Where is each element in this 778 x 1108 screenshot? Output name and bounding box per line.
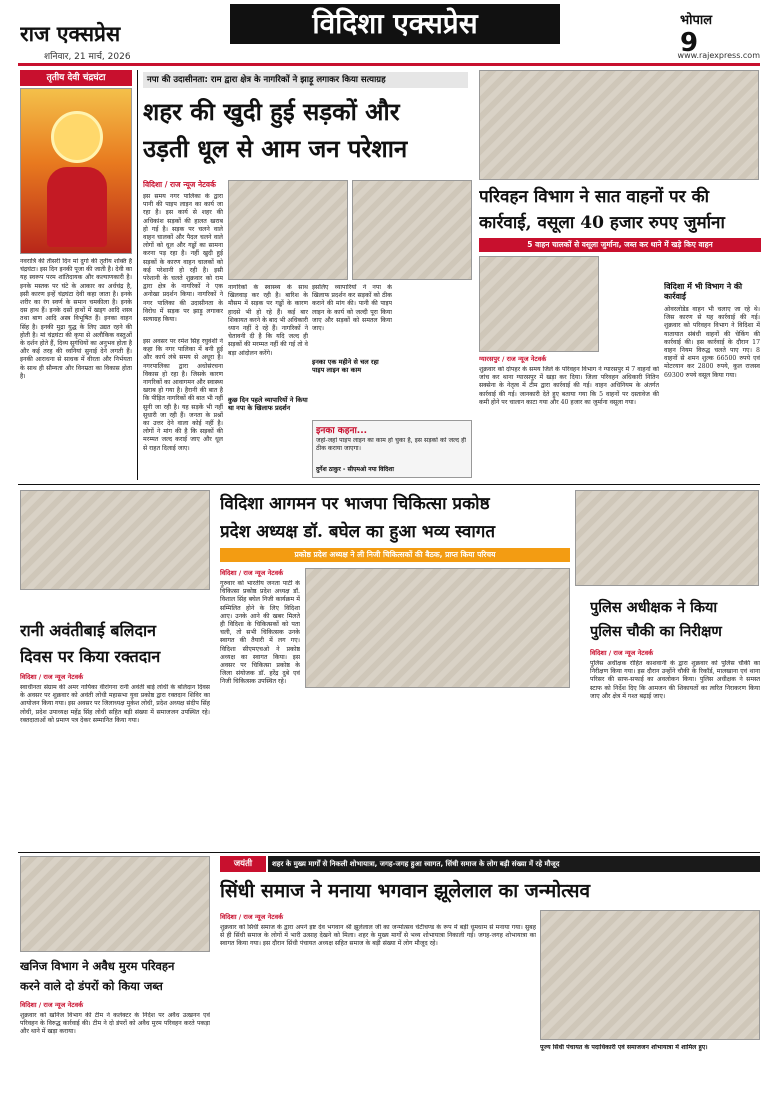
lead-headline-line1: शहर की खुदी हुई सड़कों और [143,97,400,126]
transport-photo-2 [479,256,599,352]
bjp-right-photo [575,490,759,586]
bjp-strap: प्रकोष्ठ प्रदेश अध्यक्ष ने ली निजी चिकित्सकों की बैठक, प्राप्त किया परिचय [220,548,570,562]
lead-col4: इसलिए व्यापारियों ने नपा के खिलाफ प्रदर्शन कर सड़कों को ठीक कराने की मांग की। पानी की पाइप लाइन के कार्य को जल्दी पूरा किया जाए और सड़कों को समतल किया जाए। [312,284,392,333]
rani-headline-line2: दिवस पर किया रक्तदान [20,647,161,666]
jhulelal-caption: पूज्य सिंधी पंचायत के पदाधिकारी एवं समाजजन शोभायात्रा में शामिल हुए। [540,1044,708,1051]
sidebar-title: तृतीय देवी चंद्रघंटा [20,70,132,86]
bjp-text: गुरुवार को भारतीय जनता पार्टी के चिकित्सा प्रकोष्ठ प्रदेश अध्यक्ष डॉ. विशाल सिंह बघेल निजी कार्यक्रम में सम्मिलित होने के लिए विदिशा आए। उनके आने की खबर मिलते ही विदिशा के चिकित्सकों को पता चली, तो सभी चिकित्सक उनके स्वागत की तैयारी में लग गए। विदिशा सीएमएचओ ने प्रकोष्ठ अध्यक्ष का स्वागत किया। इस अवसर पर चिकित्सा प्रकोष्ठ के जिला संयोजक डॉ. हरेंद्र दुबे एवं निजी चिकित्सक उपस्थित रहे। [220,580,300,686]
lead-headline-line2: उड़ती धूल से आम जन परेशान [143,134,408,163]
quote-title: इनका कहना... [316,426,368,435]
section-rule-2 [18,852,760,853]
bjp-byline: विदिशा / राज न्यूज नेटवर्क [220,569,284,577]
lead-subhead: कुछ दिन पहले व्यापारियों ने किया था नपा के खिलाफ प्रदर्शन [228,396,308,412]
bjp-group-photo [305,568,570,688]
masthead-rule [18,63,760,66]
sidebar-divider [137,70,138,480]
lead-col1: इस समय नगर पालिका के द्वारा पानी की पाइप लाइन का कार्य जा रहा है। इस कार्य से शहर की अधिकांश सड़कों की हालत खराब हो गई है। सड़क पर चलने वाले वाहन चालकों और पैदल चलने वाले लोगों को धूल और गड्ढों का सामना करना पड़ रहा है। नहीं खुदी हुई सड़कों के कारण वाहन चालकों को कई परेशानी हो रही है। इसी परेशानी के चलते शुक्रवार को राम द्वारा क्षेत्र के नागरिकों ने एक अनोखा प्रदर्शन किया। नागरिकों ने नगर पालिका की उदासीनता के विरोध में सड़क पर झाड़ू लगाकर सत्याग्रह किया। [143,193,223,324]
masthead-left-title: राज एक्सप्रेस [20,21,121,46]
transport-strap: 5 वाहन चालकों से वसूला जुर्माना, जब्त कर थाने में खड़े किए वाहन [479,238,761,252]
jhulelal-text: शुक्रवार को सिंधी समाज के द्वारा अपने इष्ट देव भगवान श्री झूलेलाल जी का जन्मोत्सव चेटीचण्ड के रूप में बड़ी धूमधाम से मनाया गया। सुबह से ही सिंधी समाज के लोगों में भारी उत्साह देखने को मिला। शहर के मुख्य मार्गों से भव्य शोभायात्रा निकाली गई। जगह-जगह शोभायात्रा का स्वागत किया गया। इस दौरान सिंधी पंचायत अध्यक्ष सहित समाज के बड़ी संख्या में लोग मौजूद रहे। [220,924,536,948]
bjp-headline-line1: विदिशा आगमन पर भाजपा चिकित्सा प्रकोष्ठ [220,494,490,514]
masthead-center-title: विदिशा एक्सप्रेस [230,4,560,44]
lead-subhead2: इनका एक महीने से चल रहा पाइप लाइन का काम [312,358,379,374]
quote-author: दुर्गेश ठाकुर - सीएमओ नपा विदिशा [316,466,394,473]
lead-col3: नागरिकों के स्वास्थ्य के साथ खिलवाड़ कर रही है। बारिश के मौसम में सड़क पर गड्ढों के कारण हादसे भी हो रहे हैं। कई बार शिकायत करने के बाद भी अधिकारी ध्यान नहीं दे रहे हैं। नागरिकों ने चेतावनी दी है कि यदि जल्द ही सड़कों की मरम्मत नहीं की गई तो वे बड़ा आंदोलन करेंगे। [228,284,308,357]
masthead-website: www.rajexpress.com [677,51,760,60]
transport-headline-line1: परिवहन विभाग ने सात वाहनों पर की [479,187,710,207]
lead-kicker: नपा की उदासीनता: राम द्वारा क्षेत्र के नागरिकों ने झाड़ू लगाकर किया सत्याग्रह [143,72,468,88]
mining-byline: विदिशा / राज न्यूज नेटवर्क [20,1001,84,1009]
bjp-left-photo [20,490,210,590]
masthead-date: शनिवार, 21 मार्च, 2026 [44,52,131,61]
mining-headline-line1: खनिज विभाग ने अवैध मुरम परिवहन [20,959,175,973]
transport-side-text: ओवरलोडेड वाहन भी चलाए जा रहे थे। जिस कारण से यह कार्रवाई की गई। शुक्रवार को परिवहन विभाग ने विदिशा में यातायात संबंधी वाहनों की चेकिंग की कार्रवाई की। इस कार्रवाई के दौरान 17 वाहन नियम विरुद्ध चलते पाए गए। 8 वाहनों से शमन शुल्क 66500 रुपये एवं मोटरयान कर 2800 रुपये, कुल राजस्व 69300 रुपये वसूल किया गया। [664,306,760,379]
lead-photo-side [352,180,472,280]
mining-headline-line2: करने वाले दो डंपरों को किया जब्त [20,979,163,993]
quote-text: जहां-जहां पाइप लाइन का काम हो चुका है, इस सड़कों को जल्द ही ठीक कराया जाएगा। [316,437,466,453]
lead-col2: इस अवसर पर रमेश सिंह रघुवंशी ने कहा कि नगर पालिका में बनी हुई और कार्य लंबे समय से अधूरा है। नगरपालिका द्वारा अधोसंरचना विकास हो रहा है। जिसके कारण नागरिकों का आवागमन और स्वास्थ्य खराब हो गया है। हैरानी की बात है कि पीड़ित नागरिकों की बात भी नहीं सुनी जा रही है। यह सड़कें भी नहीं सुधारी जा रही हैं। जनता के प्रश्नों का उत्तर देने वाला कोई नहीं है। लोगों ने मांग की है कि सड़कों की मरम्मत जल्द कराई जाए और धूल से राहत दिलाई जाए। [143,338,223,452]
transport-byline: ग्यारसपुर / राज न्यूज नेटवर्क [479,355,547,363]
rani-headline-line1: रानी अवंतीबाई बलिदान [20,621,157,640]
transport-subhead: विदिशा में भी विभाग ने की कार्रवाई [664,282,743,301]
mining-text: शुक्रवार को खनिज विभाग की टीम ने कलेक्टर के निर्देश पर अवैध उत्खनन एवं परिवहन के विरुद्ध कार्रवाई की। टीम ने दो डंपरों को अवैध मुरम परिवहन करते पकड़ा और थाने में खड़ा कराया। [20,1012,210,1036]
lead-photo-main [228,180,348,280]
police-text: पुलिस अधीक्षक रोहित काशवानी के द्वारा शुक्रवार को पुलिस चौकी का निरीक्षण किया गया। इस दौरान उन्होंने चौकी के रिकॉर्ड, मालखाना एवं थाना परिसर की साफ-सफाई का अवलोकन किया। पुलिस अधीक्षक ने समस्त स्टाफ को निर्देश दिए कि आमजन की शिकायतों का त्वरित निराकरण किया जाए और क्षेत्र में गश्त बढ़ाई जाए। [590,660,760,700]
masthead-city: भोपाल [680,13,713,28]
rani-byline: विदिशा / राज न्यूज नेटवर्क [20,673,84,681]
transport-text: शुक्रवार को दोपहर के समय जिले के परिवहन विभाग ने ग्यारसपुर में 7 वाहनों को जांच कर थाना ग्यारसपुर में खड़ा कर दिया। जिला परिवहन अधिकारी नितिन सक्सेना के नेतृत्व में टीम द्वारा कार्रवाई की गई। वाहन अधिनियम के अंतर्गत कार्रवाई की गई। जानकारी देते हुए बताया गया कि 5 वाहनों पर दस्तावेज की कमी होने पर चालान काटा गया और 40 हजार का जुर्माना वसूला गया। [479,366,659,406]
jhulelal-photo [540,910,760,1040]
mining-photo [20,856,210,952]
jhulelal-byline: विदिशा / राज न्यूज नेटवर्क [220,913,284,921]
transport-photo [479,70,759,180]
jayanti-tag: जयंती [220,856,266,872]
bjp-headline-line2: प्रदेश अध्यक्ष डॉ. बघेल का हुआ भव्य स्वागत [220,522,496,542]
police-byline: विदिशा / राज न्यूज नेटवर्क [590,649,654,657]
section-rule-1 [18,484,760,485]
page-number: 9 [680,28,699,56]
sidebar-text: नवरात्रि की तीसरी दिन मां दुर्गा की तृतीय शक्ति है चंद्रघंटा। इस दिन इनकी पूजा की जाती है। देवी का यह स्वरूप परम शांतिदायक और कल्याणकारी है। इनके मस्तक पर घंटे के आकार का अर्धचंद्र है, इसी कारण इन्हें चंद्रघंटा देवी कहा जाता है। इनके शरीर का रंग स्वर्ण के समान चमकीला है। इनके दस हाथ हैं। इनके दसों हाथों में खड्ग आदि शस्त्र तथा बाण आदि अस्त्र विभूषित हैं। इनका वाहन सिंह है। इनकी मुद्रा युद्ध के लिए उद्यत रहने की होती है। मां चंद्रघंटा की कृपा से अलौकिक वस्तुओं के दर्शन होते हैं, दिव्य सुगंधियों का अनुभव होता है और कई तरह की ध्वनियां सुनाई देने लगती हैं। इनकी आराधना से साधक में वीरता और निर्भयता के साथ ही सौम्यता और विनम्रता का विकास होता है। [20,258,132,380]
jhulelal-kicker: शहर के मुख्य मार्गों से निकली शोभायात्रा, जगह-जगह हुआ स्वागत, सिंधी समाज के लोग बड़ी संख्या में रहे मौजूद [268,856,760,872]
goddess-image [20,88,132,254]
transport-headline-line2: कार्रवाई, वसूला 40 हजार रुपए जुर्माना [479,213,725,233]
police-headline-line2: पुलिस चौकी का निरीक्षण [590,623,722,640]
rani-text: स्वाधीनता संग्राम की अमर नायिका वीरांगना रानी अवंती बाई लोधी के बलिदान दिवस के अवसर पर शुक्रवार को अवंती लोधी महासभा युवा प्रकोष्ठ द्वारा रक्तदान शिविर का आयोजन किया गया। इस अवसर पर जिलाध्यक्ष मुकेश लोधी, प्रदेश अध्यक्ष संदीप सिंह लोधी, प्रदेश उपाध्यक्ष महेंद्र सिंह लोधी सहित बड़ी संख्या में समाजजन उपस्थित रहे। रक्तदाताओं को प्रमाण पत्र देकर सम्मानित किया गया। [20,684,210,724]
jhulelal-headline: सिंधी समाज ने मनाया भगवान झूलेलाल का जन्मोत्सव [220,880,591,902]
police-headline-line1: पुलिस अधीक्षक ने किया [590,599,718,616]
lead-byline: विदिशा / राज न्यूज नेटवर्क [143,180,216,189]
